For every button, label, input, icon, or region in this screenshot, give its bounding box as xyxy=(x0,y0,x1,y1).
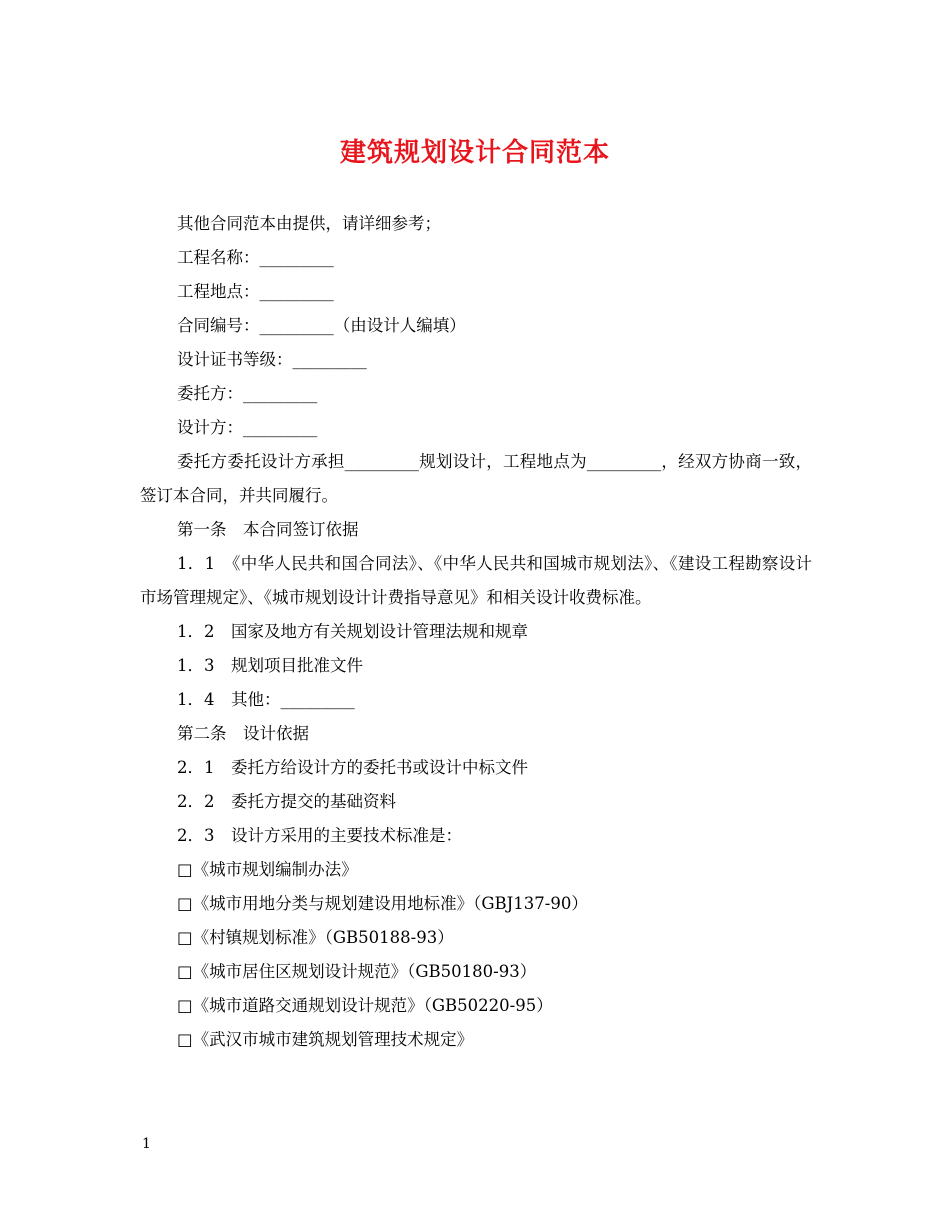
clause-1-3: 1．3 规划项目批准文件 xyxy=(177,656,363,675)
article-1-heading: 第一条 本合同签订依据 xyxy=(177,520,359,539)
page-number: 1 xyxy=(142,1136,151,1152)
standard-checkbox-item: □《城市居住区规划设计规范》（GB50180-93） xyxy=(177,962,537,981)
field-contract-number: 合同编号：_________（由设计人编填） xyxy=(177,316,466,335)
standard-checkbox-item: □《城市道路交通规划设计规范》（GB50220-95） xyxy=(177,996,553,1015)
clause-1-1: 1．1 《中华人民共和国合同法》、《中华人民共和国城市规划法》、《建设工程勘察设计市场管理规定》、《城市规划设计计费指导意见》和相关设计收费标准。 xyxy=(140,554,812,607)
standard-checkbox-item: □《村镇规划标准》（GB50188-93） xyxy=(177,928,454,947)
field-client: 委托方：_________ xyxy=(177,384,318,403)
clause-2-1: 2．1 委托方给设计方的委托书或设计中标文件 xyxy=(177,758,528,777)
field-certificate-grade: 设计证书等级：_________ xyxy=(177,350,367,369)
clause-1-2: 1．2 国家及地方有关规划设计管理法规和规章 xyxy=(177,622,528,641)
field-designer: 设计方：_________ xyxy=(177,418,318,437)
clause-2-2: 2．2 委托方提交的基础资料 xyxy=(177,792,396,811)
paragraph-agreement: 委托方委托设计方承担_________规划设计，工程地点为_________，经双方协商一致，签订本合同，并共同履行。 xyxy=(140,452,812,505)
clause-1-4: 1．4 其他：_________ xyxy=(177,690,355,709)
field-project-location: 工程地点：_________ xyxy=(177,282,334,301)
document-title: 建筑规划设计合同范本 xyxy=(339,138,610,168)
standard-checkbox-item: □《城市规划编制办法》 xyxy=(177,860,358,879)
article-2-heading: 第二条 设计依据 xyxy=(177,724,309,743)
standard-checkbox-item: □《武汉市城市建筑规划管理技术规定》 xyxy=(177,1030,474,1049)
standard-checkbox-item: □《城市用地分类与规划建设用地标准》（GBJ137-90） xyxy=(177,894,588,913)
clause-2-3: 2．3 设计方采用的主要技术标准是： xyxy=(177,826,462,845)
field-project-name: 工程名称：_________ xyxy=(177,248,334,267)
paragraph-intro: 其他合同范本由提供，请详细参考； xyxy=(177,214,441,233)
document-body xyxy=(140,207,812,1057)
